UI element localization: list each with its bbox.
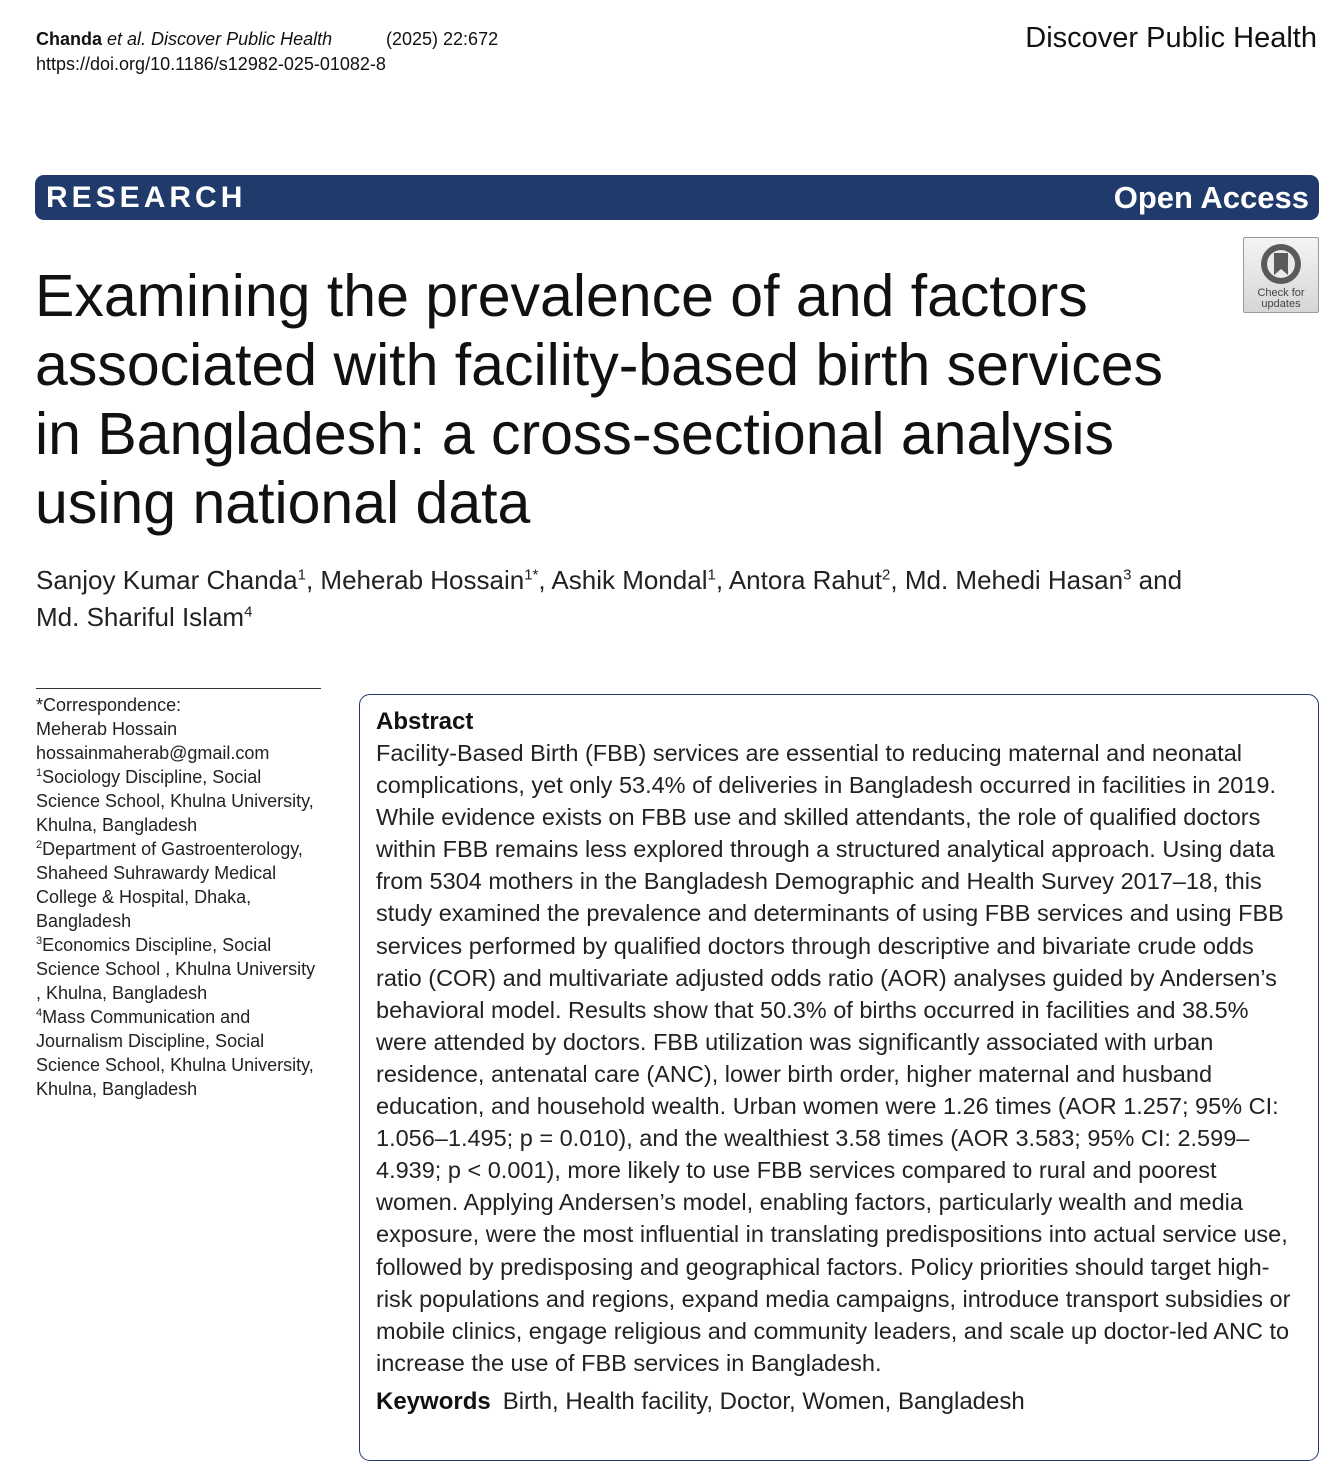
running-header <box>36 27 498 77</box>
author[interactable]: Meherab Hossain$^{1*}$ <box>320 565 539 595</box>
keywords-list: Birth, Health facility, Doctor, Women, Bangladesh <box>502 1387 1025 1415</box>
correspondence-name: Meherab Hossain <box>36 719 178 739</box>
affiliation: $^1$Sociology Discipline, Social Science School, Khulna University, Khulna, Bangladesh <box>36 767 314 835</box>
journal-name: Discover Public Health <box>1025 22 1317 54</box>
author[interactable]: Md. Mehedi Hasan$^3$ <box>904 565 1132 595</box>
affiliation: $^4$Mass Communication and Journalism Discipline, Social Science School, Khulna University, Khulna, Bangladesh <box>36 1007 314 1099</box>
keywords <box>376 1387 1302 1417</box>
affiliation: $^2$Department of Gastroenterology, Shaheed Suhrawardy Medical College & Hospital, Dhaka, Bangladesh <box>36 839 303 931</box>
correspondence-email[interactable]: hossainmaherab@gmail.com <box>36 743 270 763</box>
author[interactable]: Md. Shariful Islam$^4$ <box>36 602 253 632</box>
abstract-text: Facility-Based Birth (FBB) services are essential to reducing maternal and neonatal complications, yet only 53.4% of deliveries in Bangladesh occurred in facilities in 2019. While evidence exists on FBB use and skilled attendants, the role of qualified doctors within FBB remains less explored through a structured analytical approach. Using data from 5304 mothers in the Bangladesh Demographic and Health Survey 2017–18, this study examined the prevalence and determinants of using FBB services and using FBB services performed by qualified doctors through descriptive and bivariate crude odds ratio (COR) and multivariate adjusted odds ratio (AOR) analyses guided by Andersen’s behavioral model. Results show that 50.3% of births occurred in facilities and 38.5% were attended by doctors. FBB utilization was significantly associated with urban residence, antenatal care (ANC), lower birth order, higher maternal and husband education, and household wealth. Urban women were 1.26 times (AOR 1.257; 95% CI: 1.056–1.495; p = 0.010), and the wealthiest 3.58 times (AOR 3.583; 95% CI: 2.599–4.939; p < 0.001), more likely to use FBB services compared to rural and poorest women. Applying Andersen’s model, enabling factors, particularly wealth and media exposure, were the most influential in translating predispositions into actual service use, followed by predisposing and geographical factors. Policy priorities should target high-risk populations and regions, expand media campaigns, introduce transport subsidies or mobile clinics, engage religious and community leaders, and scale up doctor-led ANC to increase the use of FBB services in Bangladesh. <box>376 740 1291 1376</box>
author[interactable]: Sanjoy Kumar Chanda$^1$ <box>36 565 306 595</box>
affiliation: $^3$Economics Discipline, Social Science School , Khulna University , Khulna, Bangladesh <box>36 935 316 1003</box>
abstract-box <box>359 694 1319 1461</box>
author[interactable]: Antora Rahut$^2$ <box>728 565 891 595</box>
research-label: RESEARCH <box>46 180 247 214</box>
open-access-label: Open Access <box>1113 179 1309 215</box>
author-list: Sanjoy Kumar Chanda$^1$, Meherab Hossain$^{1*}$, Ashik Mondal$^1$, Antora Rahut$^2$, Md. Mehedi Hasan$^3$ and Md. Shariful Islam$^4$ <box>36 565 1183 632</box>
citation-authors: Chanda <box>36 29 108 49</box>
correspondence-sidebar <box>36 688 321 1101</box>
check-line1: Check for <box>1257 287 1305 299</box>
doi-link[interactable]: https://doi.org/10.1186/s12982-025-01082-8 <box>36 54 386 74</box>
citation-etal: et al. <box>107 29 147 49</box>
citation-year: (2025) 22:672 <box>386 29 499 49</box>
abstract-heading: Abstract <box>376 708 474 735</box>
citation-journal: Discover Public Health <box>146 29 333 49</box>
correspondence-label: *Correspondence: <box>36 695 182 715</box>
article-title: Examining the prevalence of and factors associated with facility-based birth services in Bangladesh: a cross-sectional analysis using national data <box>35 263 1164 536</box>
citation <box>36 27 386 52</box>
check-line2: updates <box>1261 298 1301 310</box>
check-for-updates-button[interactable] <box>1243 237 1319 313</box>
article-type-banner <box>35 175 1319 220</box>
keywords-label: Keywords <box>376 1387 491 1415</box>
bookmark-icon <box>1259 242 1303 286</box>
author[interactable]: Ashik Mondal$^1$ <box>551 565 716 595</box>
